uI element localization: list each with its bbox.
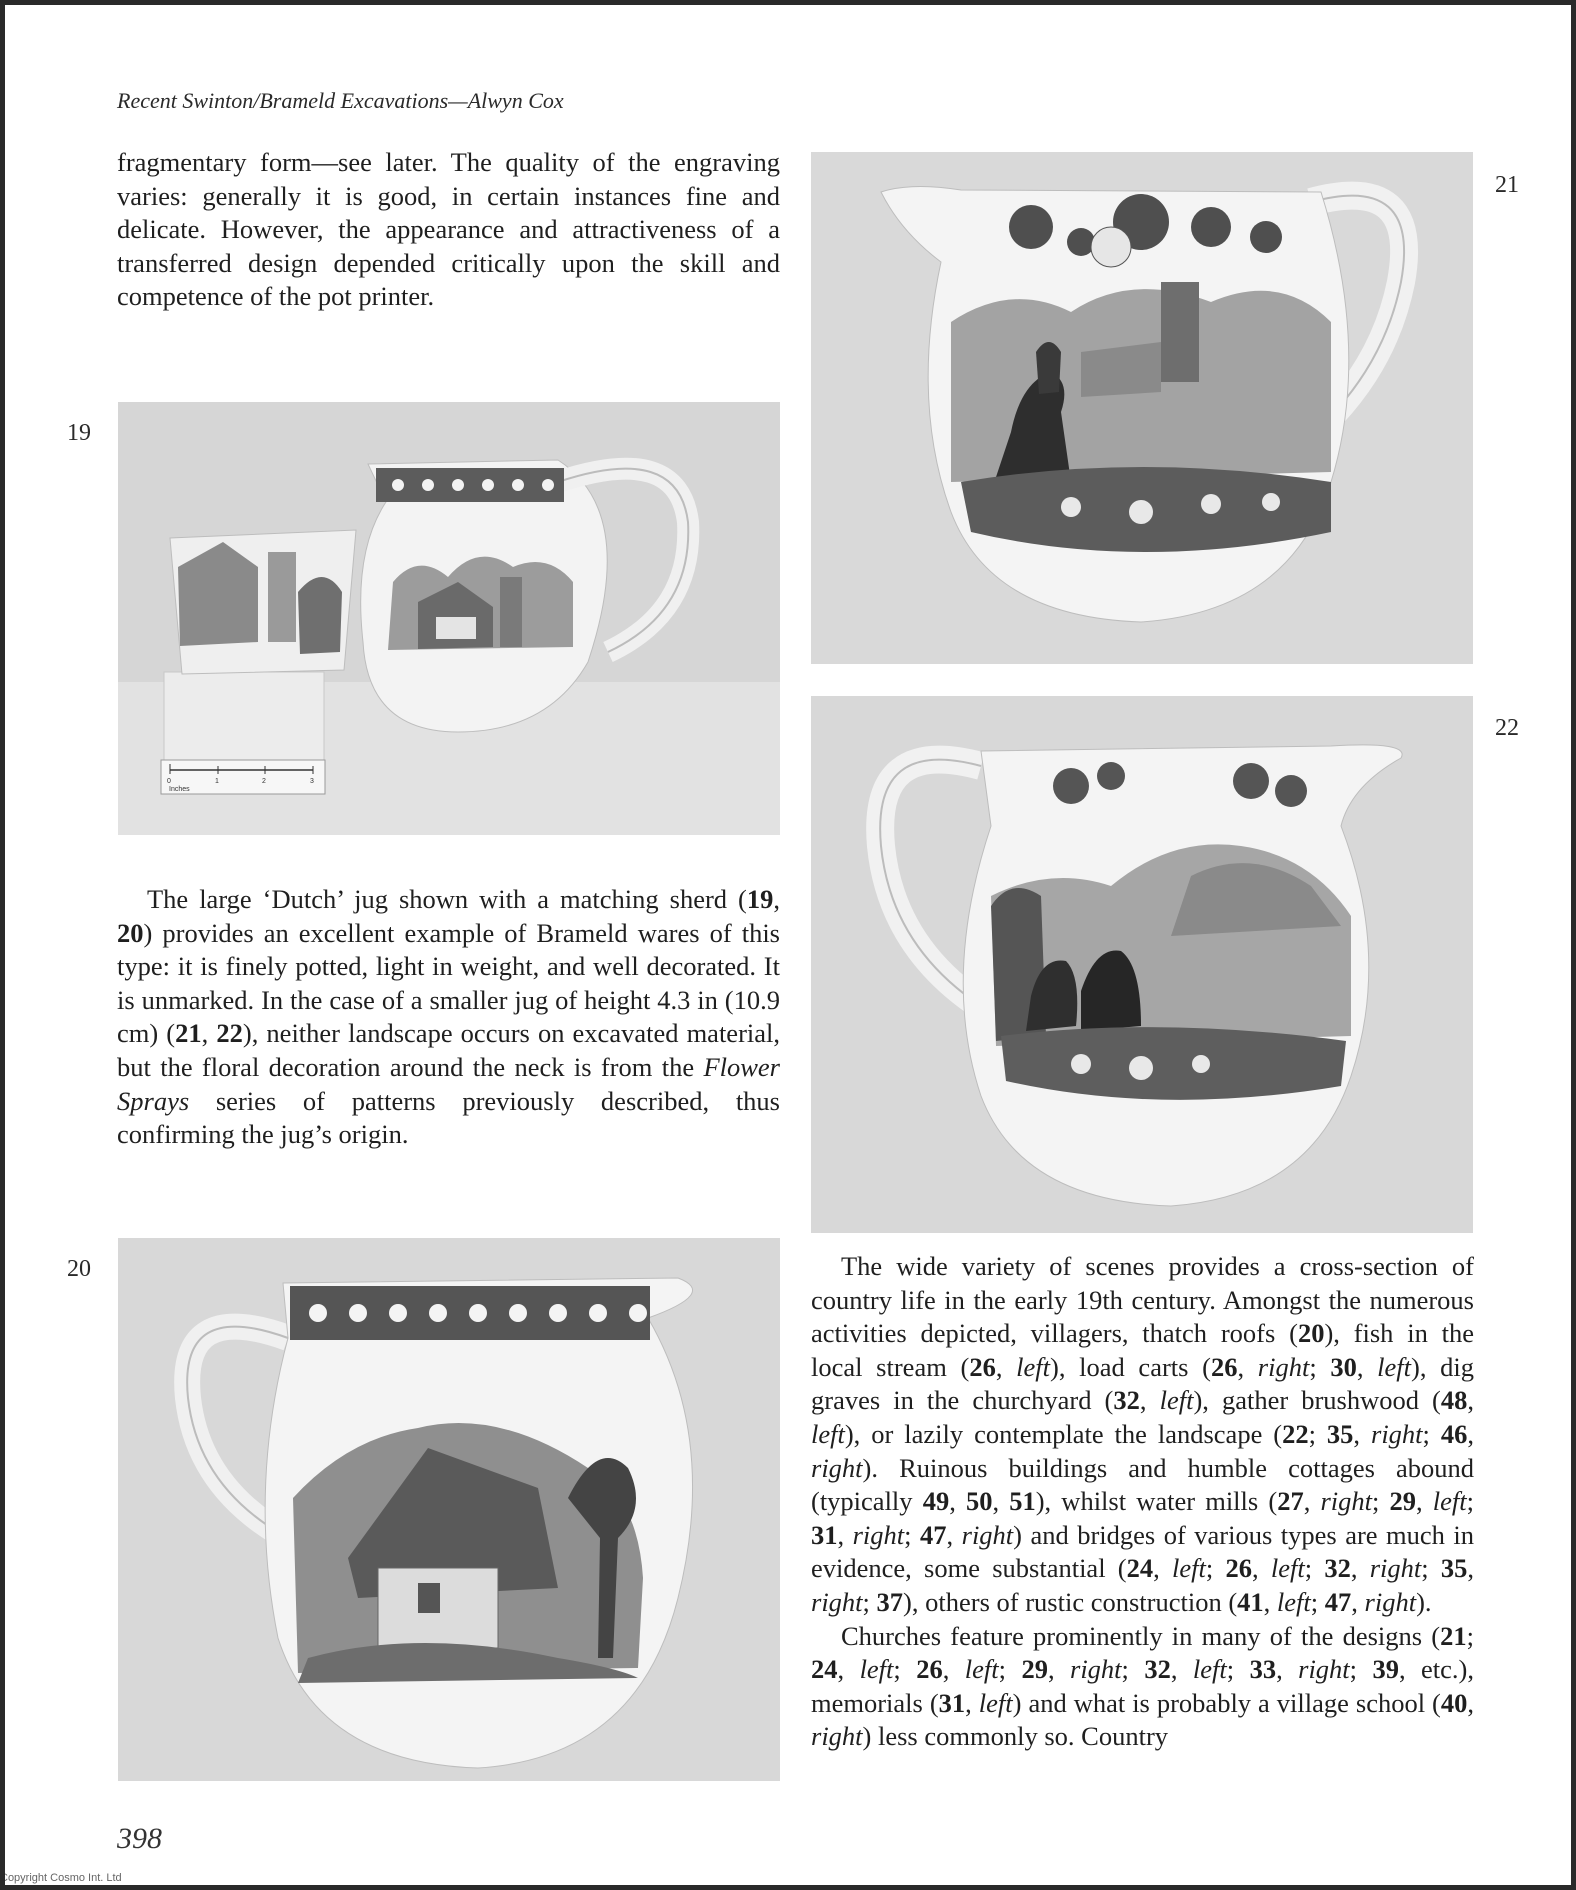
paragraph-text: fragmentary form—see later. The quality of the engraving varies: generally it is good, in certain instances fine and delicate. However, the appearance and attractiveness of a transferred design depended critically upon the skill and competence of the pot printer. — [117, 147, 780, 312]
figure-20-photo — [118, 1238, 780, 1781]
scale-tick-2: 2 — [262, 778, 266, 785]
scale-tick-3: 3 — [310, 778, 314, 785]
running-header: Recent Swinton/Brameld Excavations—Alwyn Cox — [117, 88, 564, 113]
paragraph-scenes: The wide variety of scenes provides a cross-section of country life in the early 19th century. Amongst the numerous activities depicted, villagers, thatch roofs (20), fish in the local stream (26, left), load carts (26, right; 30, left), dig graves in the churchyard (32, left), gather brushwood (48, left), or lazily contemplate the landscape (22; 35, right; 46, right). Ruinous buildings and humble cottages abound (typically 49, 50, 51), whilst water mills (27, right; 29, left; 31, right; 47, right) and bridges of various types are much in evidence, some substantial (24, left; 26, left; 32, right; 35, right; 37), others of rustic construction (41, left; 47, right). — [811, 1251, 1475, 1617]
figure-number-21: 21 — [1495, 172, 1519, 198]
figure-21-jug-image — [811, 152, 1473, 664]
paragraph-engraving-quality — [117, 146, 780, 314]
scale-unit: Inches — [169, 786, 190, 793]
figure-19-jug-and-sherd-image — [118, 402, 780, 835]
paragraph-text: The large ‘Dutch’ jug shown with a matching sherd (19, 20) provides an excellent example of Brameld wares of this type: it is finely potted, light in weight, and well decorated. It is unmarked. In the case of a smaller jug of height 4.3 in (10.9 cm) (21, 22), neither landscape occurs on excavated material, but the floral decoration around the neck is from the Flower Sprays series of patterns previously described, thus confirming the jug’s origin. — [117, 884, 781, 1150]
figure-19-photo — [118, 402, 780, 835]
figure-22-jug-image — [811, 696, 1473, 1233]
figure-22-photo — [811, 696, 1473, 1233]
figure-number-22: 22 — [1495, 715, 1519, 741]
scale-tick-1: 1 — [215, 778, 219, 785]
figure-number-19: 19 — [67, 420, 91, 446]
paragraph-country-life — [811, 1250, 1474, 1754]
paragraph-dutch-jug — [117, 883, 780, 1152]
figure-21-photo — [811, 152, 1473, 664]
figure-number-20: 20 — [67, 1256, 91, 1282]
page-number: 398 — [117, 1822, 162, 1855]
figure-20-jug-image — [118, 1238, 780, 1781]
scale-tick-0: 0 — [167, 778, 171, 785]
copyright-notice: Copyright Cosmo Int. Ltd — [0, 1872, 122, 1884]
paragraph-churches: Churches feature prominently in many of the designs (21; 24, left; 26, left; 29, right; 32, left; 33, right; 39, etc.), memorials (31, left) and what is probably a village school (40, right) less commonly so. Country — [811, 1620, 1474, 1752]
